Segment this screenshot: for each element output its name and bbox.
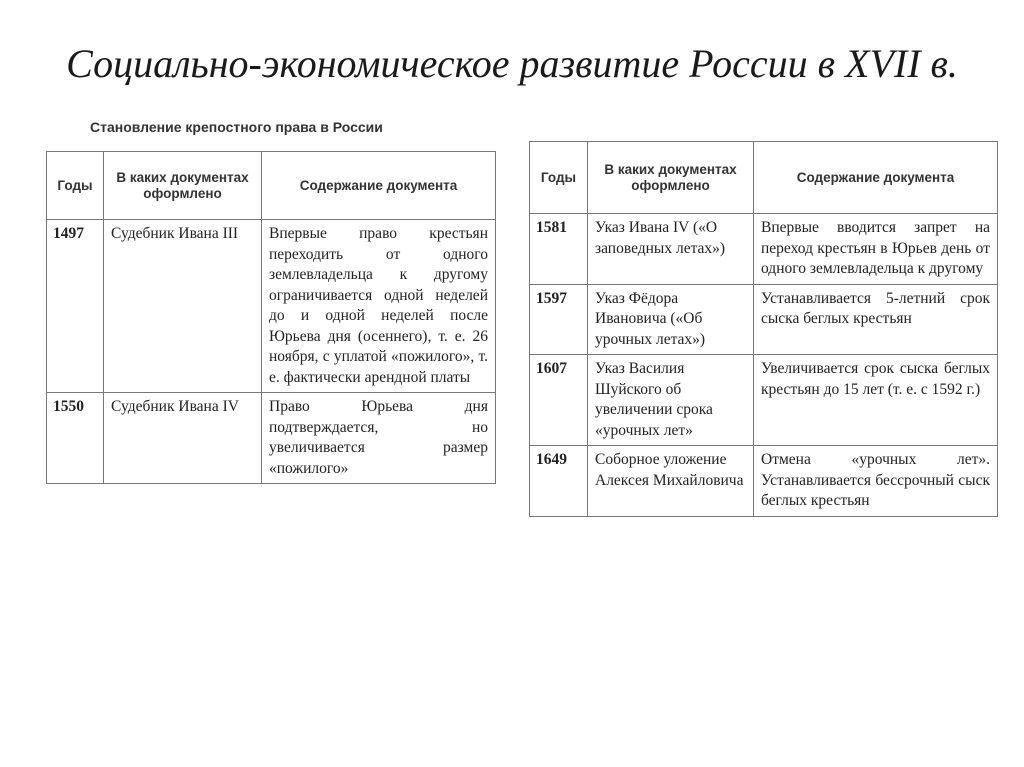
serfdom-table-right <box>529 141 998 517</box>
content-cell: Отмена «урочных лет». Устанавливается бессрочный сыск беглых крестьян <box>754 446 998 517</box>
table-header-row <box>530 142 998 214</box>
header-documents: В каких документах оформлено <box>104 152 262 220</box>
header-years: Годы <box>47 152 104 220</box>
year-cell: 1497 <box>47 220 104 393</box>
slide-title: Социально-экономическое развитие России в XVII в. <box>66 41 958 86</box>
table-row <box>530 355 998 446</box>
table-row <box>47 393 496 484</box>
content-cell: Устанавливается 5-летний срок сыска беглых крестьян <box>754 284 998 355</box>
header-documents: В каких документах оформлено <box>588 142 754 214</box>
document-cell: Судебник Ивана IV <box>104 393 262 484</box>
document-cell: Судебник Ивана III <box>104 220 262 393</box>
table-row <box>530 446 998 517</box>
content-cell: Право Юрьева дня подтверждается, но увеличивается размер «пожилого» <box>262 393 496 484</box>
header-content: Содержание документа <box>754 142 998 214</box>
content-cell: Впервые право крестьян переходить от одного землевладельца к другому ограничивается одной неделей до и одной неделей после Юрьева дня (осеннего), т. е. 26 ноября, с уплатой «пожилого», т. е. фактически арендной платы <box>262 220 496 393</box>
year-cell: 1550 <box>47 393 104 484</box>
document-cell: Указ Василия Шуйского об увеличении срока «урочных лет» <box>588 355 754 446</box>
year-cell: 1649 <box>530 446 588 517</box>
document-cell: Указ Фёдора Ивановича («Об урочных летах») <box>588 284 754 355</box>
header-content: Содержание документа <box>262 152 496 220</box>
table-row <box>47 220 496 393</box>
document-cell: Соборное уложение Алексея Михайловича <box>588 446 754 517</box>
table-row <box>530 284 998 355</box>
serfdom-table-left <box>46 151 496 484</box>
header-years: Годы <box>530 142 588 214</box>
content-cell: Впервые вводится запрет на переход крестьян в Юрьев день от одного землевладельца к другому <box>754 214 998 285</box>
year-cell: 1597 <box>530 284 588 355</box>
table-caption: Становление крепостного права в России <box>90 119 383 135</box>
table-row <box>530 214 998 285</box>
content-cell: Увеличивается срок сыска беглых крестьян до 15 лет (т. е. с 1592 г.) <box>754 355 998 446</box>
year-cell: 1607 <box>530 355 588 446</box>
year-cell: 1581 <box>530 214 588 285</box>
document-cell: Указ Ивана IV («О заповедных летах») <box>588 214 754 285</box>
table-header-row <box>47 152 496 220</box>
